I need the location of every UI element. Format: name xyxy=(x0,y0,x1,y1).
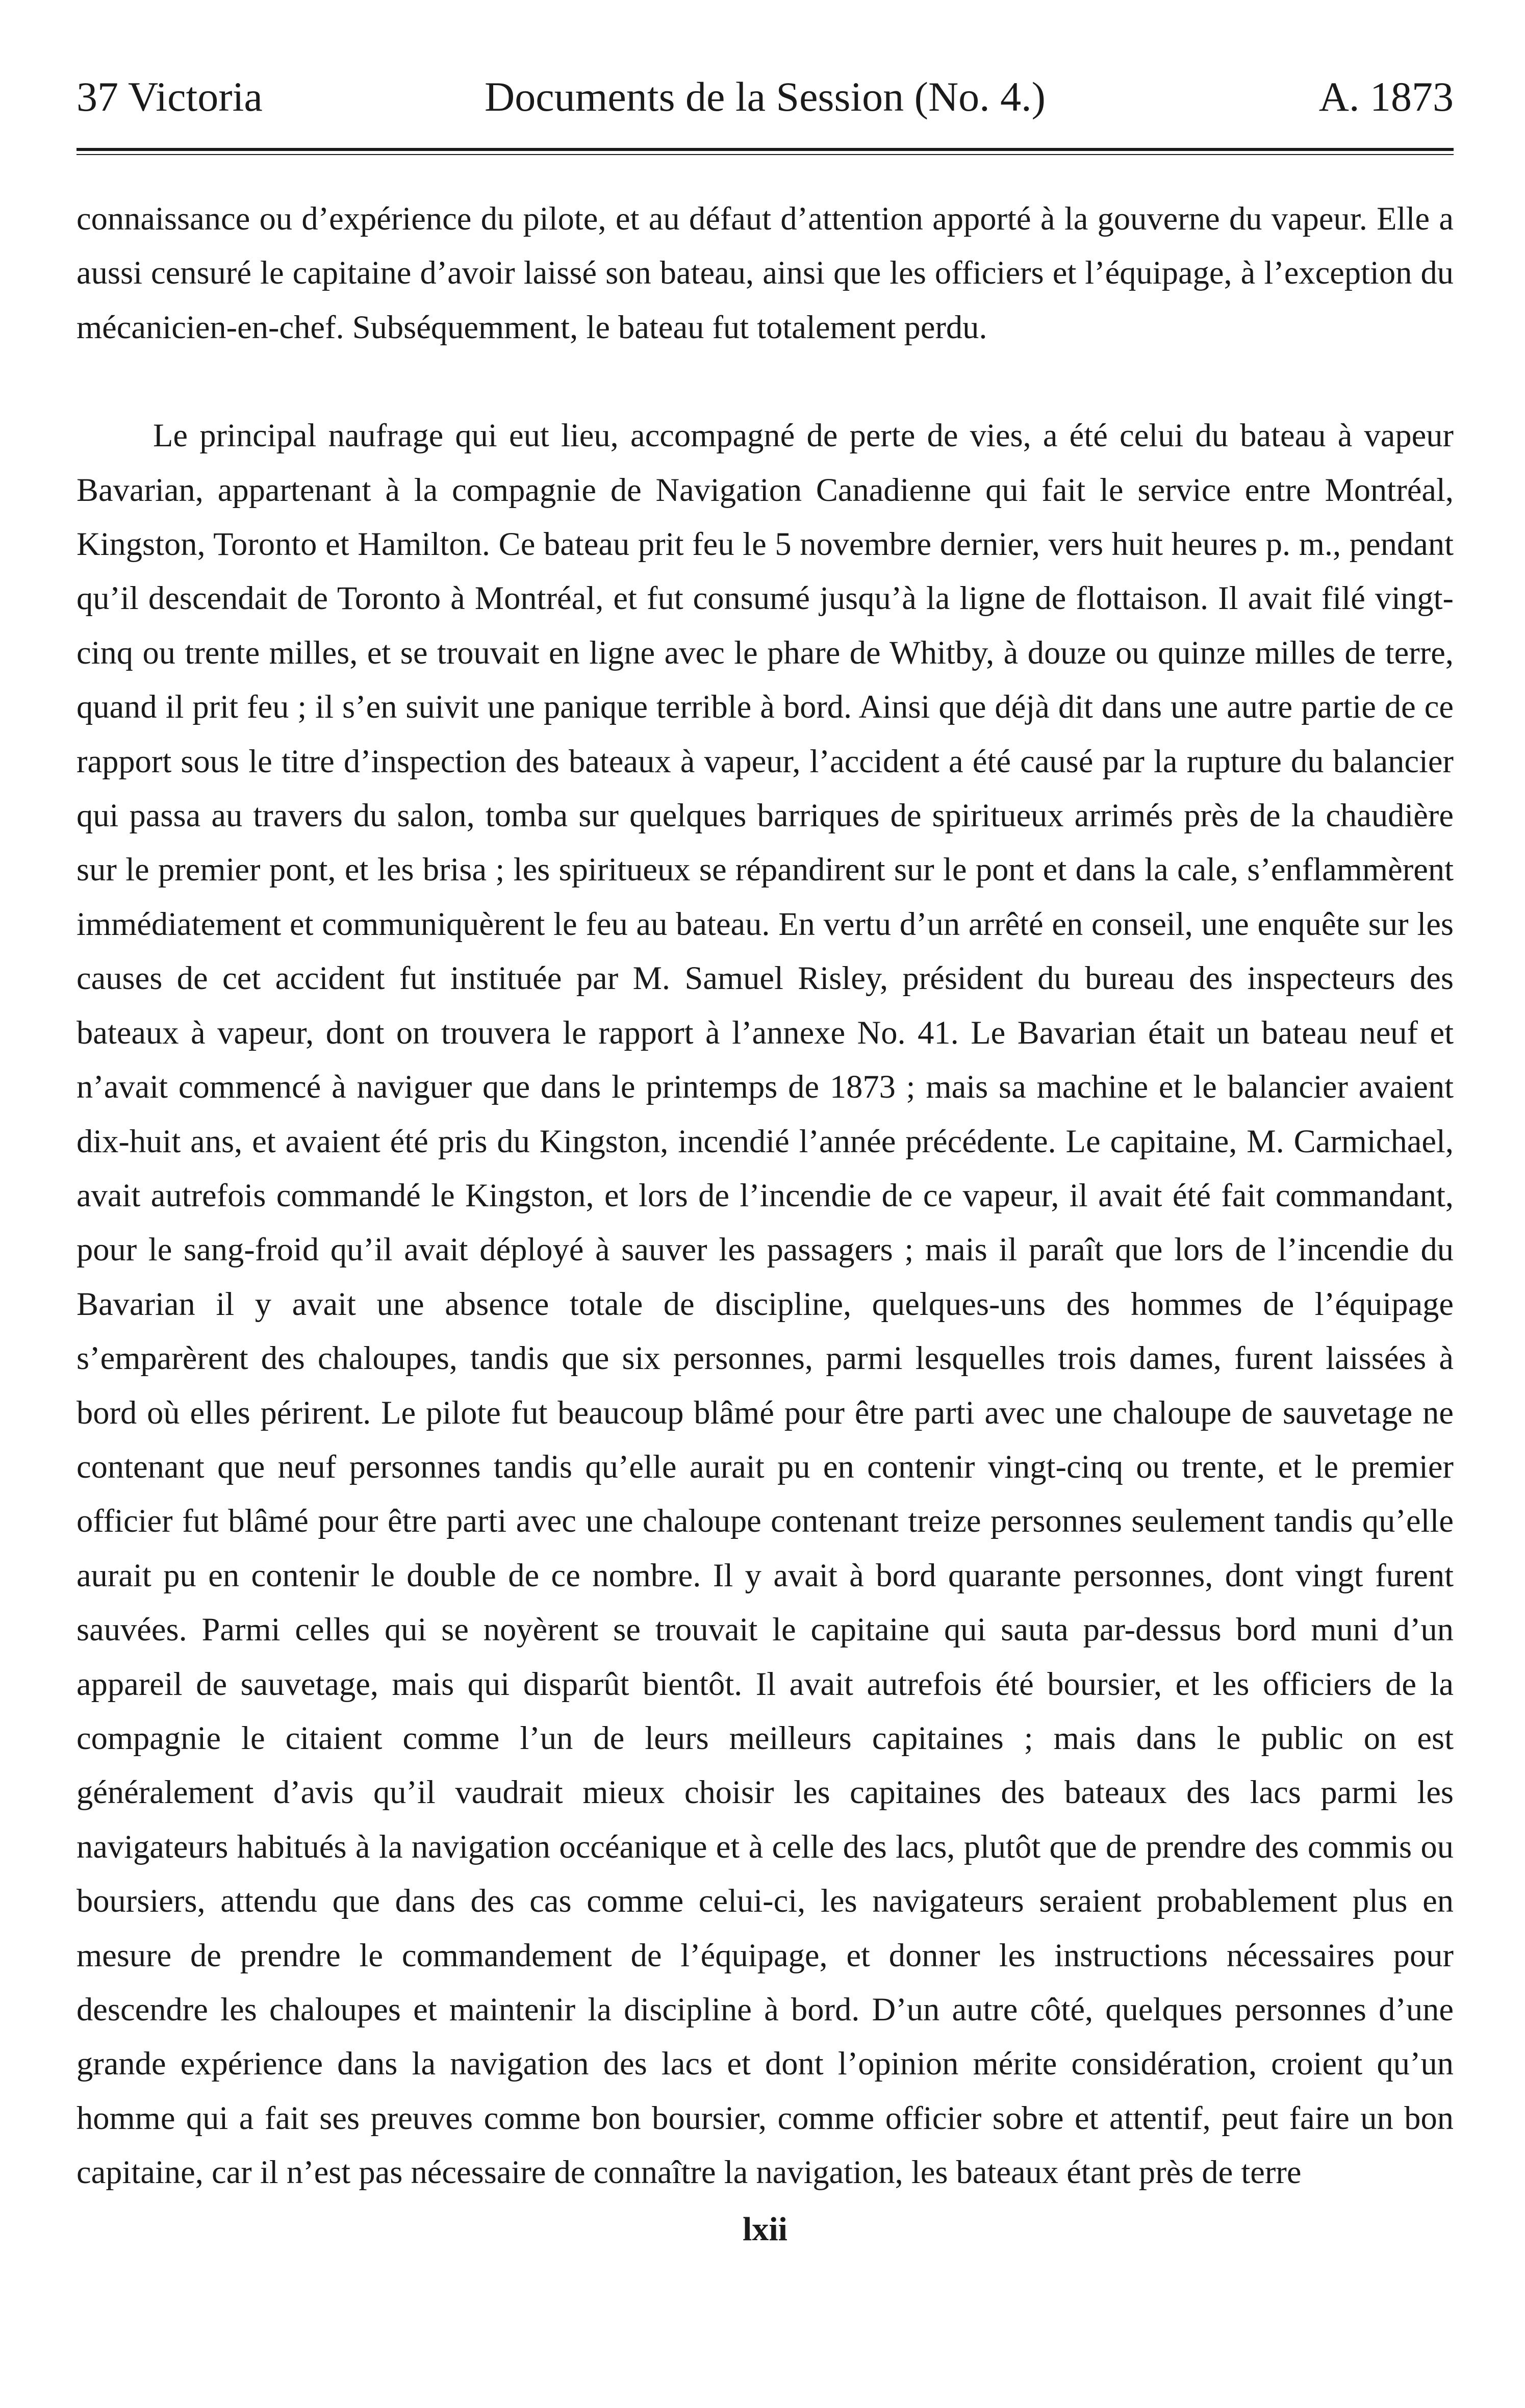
header-volume: 37 Victoria xyxy=(77,73,263,120)
document-page xyxy=(77,66,1454,2249)
page-number: lxii xyxy=(742,2210,787,2248)
header-year: A. 1873 xyxy=(1318,73,1454,120)
header-rule-thin xyxy=(77,154,1454,155)
paragraph-bavarian: Le principal naufrage qui eut lieu, accompagné de perte de vies, a été celui du bateau à vapeur Bavarian, appartenant à la compagnie de Navigation Canadienne qui fait le service entre Montréal, Kingston, Toronto et Hamilton. Ce bateau prit feu le 5 novembre dernier, vers huit heures p. m., pendant qu’il descendait de Toronto à Montréal, et fut consumé jusqu’à la ligne de flottaison. Il avait filé vingt-cinq ou trente milles, et se trouvait en ligne avec le phare de Whitby, à douze ou quinze milles de terre, quand il prit feu ; il s’en suivit une panique terrible à bord. Ainsi que déjà dit dans une autre partie de ce rapport sous le titre d’inspection des bateaux à vapeur, l’accident a été causé par la rupture du balancier qui passa au travers du salon, tomba sur quelques barriques de spiritueux arrimés près de la chaudière sur le premier pont, et les brisa ; les spiritueux se répandirent sur le pont et dans la cale, s’enflammèrent immédiatement et communiquèrent le feu au bateau. En vertu d’un arrêté en conseil, une enquête sur les causes de cet accident fut instituée par M. Samuel Risley, président du bureau des inspecteurs des bateaux à vapeur, dont on trouvera le rapport à l’annexe No. 41. Le Bavarian était un bateau neuf et n’avait commencé à naviguer que dans le printemps de 1873 ; mais sa machine et le balancier avaient dix-huit ans, et avaient été pris du Kingston, incendié l’année précédente. Le capitaine, M. Carmichael, avait autrefois commandé le Kingston, et lors de l’incendie de ce vapeur, il avait été fait commandant, pour le sang-froid qu’il avait déployé à sauver les passagers ; mais il paraît que lors de l’incendie du Bavarian il y avait une absence totale de discipline, quelques-uns des hommes de l’équipage s’emparèrent des chaloupes, tandis que six personnes, parmi lesquelles trois dames, furent laissées à bord où elles périrent. Le pilote fut beaucoup blâmé pour être parti avec une chaloupe de sauvetage ne contenant que neuf personnes tandis qu’elle aurait pu en contenir vingt-cinq ou trente, et le premier officier fut blâmé pour être parti avec une chaloupe contenant treize personnes seulement tandis qu’elle aurait pu en contenir le double de ce nombre. Il y avait à bord quarante personnes, dont vingt furent sauvées. Parmi celles qui se noyèrent se trouvait le capitaine qui sauta par-dessus bord muni d’un appareil de sauvetage, mais qui disparût bientôt. Il avait autrefois été boursier, et les officiers de la compagnie le citaient comme l’un de leurs meilleurs capitaines ; mais dans le public on est généralement d’avis qu’il vaudrait mieux choisir les capitaines des bateaux des lacs parmi les navigateurs habitués à la navigation occéanique et à celle des lacs, plutôt que de prendre des commis ou boursiers, attendu que dans des cas comme celui-ci, les navigateurs seraient probablement plus en mesure de prendre le commandement de l’équipage, et donner les instructions nécessaires pour descendre les chaloupes et maintenir la discipline à bord. D’un autre côté, quelques personnes d’une grande expérience dans la navigation des lacs et dont l’opinion mérite considération, croient qu’un homme qui a fait ses preuves comme bon boursier, comme officier sobre et attentif, peut faire un bon capitaine, car il n’est pas nécessaire de connaître la navigation, les bateaux étant près de terre xyxy=(77,417,1454,2191)
header-title: Documents de la Session (No. 4.) xyxy=(485,73,1046,120)
header-rule-thick xyxy=(77,148,1454,151)
paragraph-continued: connaissance ou d’expérience du pilote, et au défaut d’attention apporté à la gouverne du vapeur. Elle a aussi censuré le capitaine d’avoir laissé son bateau, ainsi que les officiers et l’équipage, à l’exception du mécanicien-en-chef. Subséquemment, le bateau fut totalement perdu. xyxy=(77,200,1454,345)
body-text xyxy=(77,192,1454,2200)
running-header xyxy=(77,66,1454,128)
